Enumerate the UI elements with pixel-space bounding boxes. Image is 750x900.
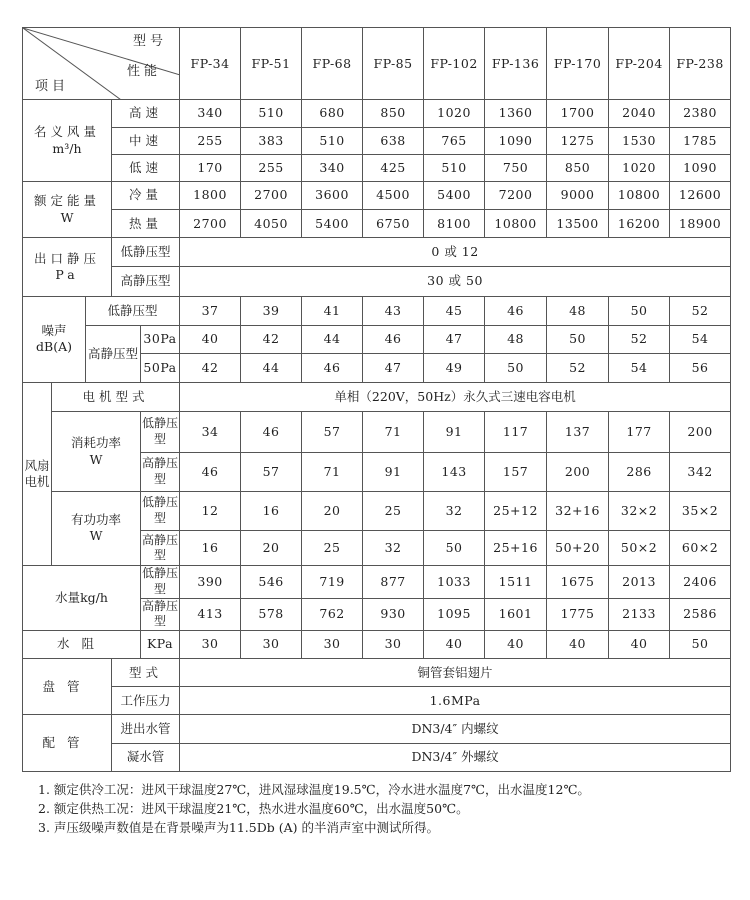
airflow-value: 255 <box>241 154 302 181</box>
capacity-value: 10800 <box>485 210 547 238</box>
noise-value: 46 <box>485 296 547 325</box>
capacity-value: 4500 <box>363 181 424 209</box>
water-flow-value: 413 <box>180 598 241 630</box>
model-header: FP-85 <box>363 28 424 100</box>
effective-power-value: 25+16 <box>485 531 547 566</box>
effective-power-label-cell <box>52 491 141 565</box>
capacity-value: 7200 <box>485 181 547 209</box>
fan-motor-label: 风扇电机 <box>23 383 52 566</box>
airflow-value: 850 <box>547 154 609 181</box>
noise-value: 46 <box>302 353 363 382</box>
footnote: 3. 声压级噪声数值是在背景噪声为11.5Db (A) 的半消声室中测试所得。 <box>38 820 439 835</box>
noise-value: 44 <box>302 325 363 353</box>
power-consumption-value: 57 <box>241 452 302 491</box>
model-header: FP-204 <box>609 28 670 100</box>
airflow-value: 510 <box>302 127 363 154</box>
noise-value: 48 <box>485 325 547 353</box>
coil-sub-label: 型式 <box>112 659 180 687</box>
water-flow-value: 719 <box>302 566 363 598</box>
noise-value: 44 <box>241 353 302 382</box>
effective-power-sub-label: 低静压型 <box>141 491 180 530</box>
water-resistance-value: 40 <box>485 630 547 658</box>
fittings-label: 配管 <box>23 715 112 772</box>
effective-power-value: 25 <box>302 531 363 566</box>
noise-value: 40 <box>180 325 241 353</box>
noise-value: 52 <box>609 325 670 353</box>
footnotes <box>38 780 590 837</box>
airflow-value: 638 <box>363 127 424 154</box>
model-header: FP-102 <box>424 28 485 100</box>
power-consumption-value: 117 <box>485 412 547 452</box>
capacity-unit: W <box>60 209 74 225</box>
noise-value: 42 <box>241 325 302 353</box>
power-consumption-value: 34 <box>180 412 241 452</box>
water-resistance-value: 30 <box>363 630 424 658</box>
noise-row-low <box>23 296 731 325</box>
coil-label: 盘管 <box>23 659 112 715</box>
water-flow-sub-label: 低静压型 <box>141 566 180 598</box>
noise-label-cell <box>23 296 86 383</box>
airflow-value: 340 <box>302 154 363 181</box>
water-resistance-value: 40 <box>424 630 485 658</box>
power-consumption-value: 46 <box>180 452 241 491</box>
static-pressure-row-high <box>23 267 731 296</box>
power-consumption-sub-label: 高静压型 <box>141 452 180 491</box>
capacity-value: 18900 <box>670 210 731 238</box>
fittings-row-water <box>23 715 731 743</box>
effective-power-value: 25 <box>363 491 424 530</box>
effective-power-row-low <box>23 491 731 530</box>
corner-header-cell <box>23 28 180 100</box>
footnote: 2. 额定供热工况：进风干球温度21℃，热水进水温度60℃，出水温度50℃。 <box>38 801 469 816</box>
effective-power-value: 35×2 <box>670 491 731 530</box>
noise-value: 56 <box>670 353 731 382</box>
airflow-value: 850 <box>363 100 424 127</box>
power-consumption-value: 57 <box>302 412 363 452</box>
model-header: FP-136 <box>485 28 547 100</box>
airflow-label-cell <box>23 100 112 181</box>
power-consumption-value: 177 <box>609 412 670 452</box>
airflow-value: 170 <box>180 154 241 181</box>
airflow-row-high <box>23 100 731 127</box>
airflow-value: 680 <box>302 100 363 127</box>
motor-type-label: 电机型式 <box>52 383 180 412</box>
noise-value: 47 <box>363 353 424 382</box>
noise-value: 37 <box>180 296 241 325</box>
noise-label: 噪声 <box>41 323 67 339</box>
power-consumption-row-low <box>23 412 731 452</box>
power-consumption-value: 143 <box>424 452 485 491</box>
model-header: FP-170 <box>547 28 609 100</box>
coil-sub-label: 工作压力 <box>112 687 180 715</box>
static-pressure-sub-label: 低静压型 <box>112 238 180 267</box>
water-flow-value: 2013 <box>609 566 670 598</box>
noise-value: 54 <box>670 325 731 353</box>
water-resistance-value: 30 <box>241 630 302 658</box>
water-flow-value: 2133 <box>609 598 670 630</box>
item-label: 项目 <box>35 78 70 94</box>
capacity-label: 额定能量 <box>33 193 100 209</box>
water-flow-value: 1601 <box>485 598 547 630</box>
capacity-value: 9000 <box>547 181 609 209</box>
water-flow-value: 1511 <box>485 566 547 598</box>
power-consumption-sub-label: 低静压型 <box>141 412 180 452</box>
effective-power-value: 32 <box>424 491 485 530</box>
water-flow-sub-label: 高静压型 <box>141 598 180 630</box>
capacity-value: 2700 <box>180 210 241 238</box>
perf-label: 性能 <box>127 64 162 79</box>
water-resistance-value: 40 <box>547 630 609 658</box>
airflow-value: 1275 <box>547 127 609 154</box>
airflow-value: 383 <box>241 127 302 154</box>
model-header: FP-238 <box>670 28 731 100</box>
footnote: 1. 额定供冷工况：进风干球温度27℃，进风湿球温度19.5℃，冷水进水温度7℃，出水温度12℃。 <box>38 782 590 797</box>
power-consumption-value: 286 <box>609 452 670 491</box>
water-resistance-row <box>23 630 731 658</box>
water-flow-value: 930 <box>363 598 424 630</box>
coil-value: 铜管套铝翅片 <box>180 659 731 687</box>
water-flow-value: 762 <box>302 598 363 630</box>
power-consumption-value: 157 <box>485 452 547 491</box>
effective-power-value: 50 <box>424 531 485 566</box>
capacity-value: 8100 <box>424 210 485 238</box>
airflow-value: 1530 <box>609 127 670 154</box>
capacity-value: 12600 <box>670 181 731 209</box>
airflow-value: 1020 <box>424 100 485 127</box>
power-consumption-value: 71 <box>302 452 363 491</box>
noise-pressure-label: 30Pa <box>141 325 180 353</box>
power-consumption-value: 200 <box>670 412 731 452</box>
noise-low-label: 低静压型 <box>86 296 180 325</box>
water-flow-value: 1775 <box>547 598 609 630</box>
airflow-value: 340 <box>180 100 241 127</box>
motor-type-value: 单相（220V，50Hz）永久式三速电容电机 <box>180 383 731 412</box>
airflow-value: 255 <box>180 127 241 154</box>
coil-row-type <box>23 659 731 687</box>
noise-value: 50 <box>609 296 670 325</box>
power-consumption-value: 71 <box>363 412 424 452</box>
water-resistance-value: 30 <box>302 630 363 658</box>
effective-power-sub-label: 高静压型 <box>141 531 180 566</box>
water-flow-value: 578 <box>241 598 302 630</box>
airflow-value: 765 <box>424 127 485 154</box>
airflow-sub-label: 中速 <box>112 127 180 154</box>
water-flow-value: 1675 <box>547 566 609 598</box>
airflow-row-low <box>23 154 731 181</box>
capacity-value: 2700 <box>241 181 302 209</box>
noise-value: 52 <box>670 296 731 325</box>
capacity-value: 13500 <box>547 210 609 238</box>
effective-power-value: 12 <box>180 491 241 530</box>
noise-value: 43 <box>363 296 424 325</box>
water-flow-value: 546 <box>241 566 302 598</box>
power-consumption-value: 137 <box>547 412 609 452</box>
fittings-value: DN3/4″ 外螺纹 <box>180 743 731 771</box>
power-consumption-value: 91 <box>363 452 424 491</box>
noise-high-label: 高静压型 <box>86 325 141 382</box>
airflow-value: 425 <box>363 154 424 181</box>
noise-value: 54 <box>609 353 670 382</box>
motor-type-row <box>23 383 731 412</box>
airflow-value: 1785 <box>670 127 731 154</box>
fittings-sub-label: 进出水管 <box>112 715 180 743</box>
airflow-unit: m³/h <box>52 140 82 156</box>
airflow-value: 1020 <box>609 154 670 181</box>
effective-power-value: 16 <box>241 491 302 530</box>
effective-power-value: 32×2 <box>609 491 670 530</box>
noise-value: 41 <box>302 296 363 325</box>
static-pressure-value: 30 或 50 <box>180 267 731 296</box>
power-consumption-label: 消耗功率 <box>70 435 121 451</box>
effective-power-label: 有功功率 <box>70 512 121 528</box>
power-consumption-value: 200 <box>547 452 609 491</box>
airflow-value: 2040 <box>609 100 670 127</box>
airflow-value: 750 <box>485 154 547 181</box>
airflow-label: 名义风量 <box>33 124 100 140</box>
model-header: FP-51 <box>241 28 302 100</box>
noise-value: 45 <box>424 296 485 325</box>
effective-power-value: 32+16 <box>547 491 609 530</box>
noise-value: 50 <box>547 325 609 353</box>
airflow-value: 1360 <box>485 100 547 127</box>
effective-power-value: 50×2 <box>609 531 670 566</box>
fittings-row-condensate <box>23 743 731 771</box>
airflow-value: 1090 <box>485 127 547 154</box>
power-consumption-unit: W <box>89 451 103 467</box>
capacity-value: 10800 <box>609 181 670 209</box>
capacity-value: 3600 <box>302 181 363 209</box>
water-flow-label: 水量kg/h <box>23 566 141 631</box>
noise-value: 42 <box>180 353 241 382</box>
noise-value: 39 <box>241 296 302 325</box>
water-flow-row-low <box>23 566 731 598</box>
power-consumption-label-cell <box>52 412 141 491</box>
noise-row-30pa <box>23 325 731 353</box>
header-row <box>23 28 731 100</box>
power-consumption-value: 46 <box>241 412 302 452</box>
water-flow-value: 2406 <box>670 566 731 598</box>
static-pressure-row-low <box>23 238 731 267</box>
capacity-value: 6750 <box>363 210 424 238</box>
model-header: FP-34 <box>180 28 241 100</box>
static-pressure-sub-label: 高静压型 <box>112 267 180 296</box>
water-flow-value: 877 <box>363 566 424 598</box>
water-resistance-value: 40 <box>609 630 670 658</box>
static-pressure-unit: Pa <box>55 266 79 282</box>
effective-power-value: 60×2 <box>670 531 731 566</box>
noise-value: 47 <box>424 325 485 353</box>
airflow-sub-label: 高速 <box>112 100 180 127</box>
capacity-value: 5400 <box>302 210 363 238</box>
effective-power-value: 20 <box>302 491 363 530</box>
water-resistance-label: 水阻 <box>23 630 141 658</box>
effective-power-value: 16 <box>180 531 241 566</box>
noise-value: 46 <box>363 325 424 353</box>
noise-value: 48 <box>547 296 609 325</box>
coil-value: 1.6MPa <box>180 687 731 715</box>
airflow-value: 510 <box>424 154 485 181</box>
static-pressure-label-cell <box>23 238 112 296</box>
capacity-label-cell <box>23 181 112 237</box>
airflow-value: 1090 <box>670 154 731 181</box>
spec-table <box>22 27 731 772</box>
model-header: FP-68 <box>302 28 363 100</box>
capacity-row-cool <box>23 181 731 209</box>
noise-value: 49 <box>424 353 485 382</box>
effective-power-value: 50+20 <box>547 531 609 566</box>
noise-value: 52 <box>547 353 609 382</box>
capacity-sub-label: 热量 <box>112 210 180 238</box>
water-resistance-value: 50 <box>670 630 731 658</box>
fittings-sub-label: 凝水管 <box>112 743 180 771</box>
airflow-value: 2380 <box>670 100 731 127</box>
airflow-value: 510 <box>241 100 302 127</box>
capacity-value: 4050 <box>241 210 302 238</box>
capacity-value: 5400 <box>424 181 485 209</box>
power-consumption-value: 91 <box>424 412 485 452</box>
capacity-sub-label: 冷量 <box>112 181 180 209</box>
effective-power-value: 20 <box>241 531 302 566</box>
effective-power-unit: W <box>89 528 103 544</box>
water-flow-value: 1095 <box>424 598 485 630</box>
noise-value: 50 <box>485 353 547 382</box>
power-consumption-value: 342 <box>670 452 731 491</box>
effective-power-value: 25+12 <box>485 491 547 530</box>
model-label: 型号 <box>133 34 168 49</box>
fittings-value: DN3/4″ 内螺纹 <box>180 715 731 743</box>
capacity-value: 16200 <box>609 210 670 238</box>
water-flow-value: 1033 <box>424 566 485 598</box>
airflow-sub-label: 低速 <box>112 154 180 181</box>
noise-pressure-label: 50Pa <box>141 353 180 382</box>
coil-row-pressure <box>23 687 731 715</box>
airflow-value: 1700 <box>547 100 609 127</box>
water-flow-value: 2586 <box>670 598 731 630</box>
capacity-value: 1800 <box>180 181 241 209</box>
noise-unit: dB(A) <box>36 339 72 355</box>
water-resistance-unit: KPa <box>141 630 180 658</box>
static-pressure-value: 0 或 12 <box>180 238 731 267</box>
water-flow-value: 390 <box>180 566 241 598</box>
airflow-row-mid <box>23 127 731 154</box>
water-resistance-value: 30 <box>180 630 241 658</box>
effective-power-value: 32 <box>363 531 424 566</box>
static-pressure-label: 出口静压 <box>33 250 100 266</box>
capacity-row-heat <box>23 210 731 238</box>
